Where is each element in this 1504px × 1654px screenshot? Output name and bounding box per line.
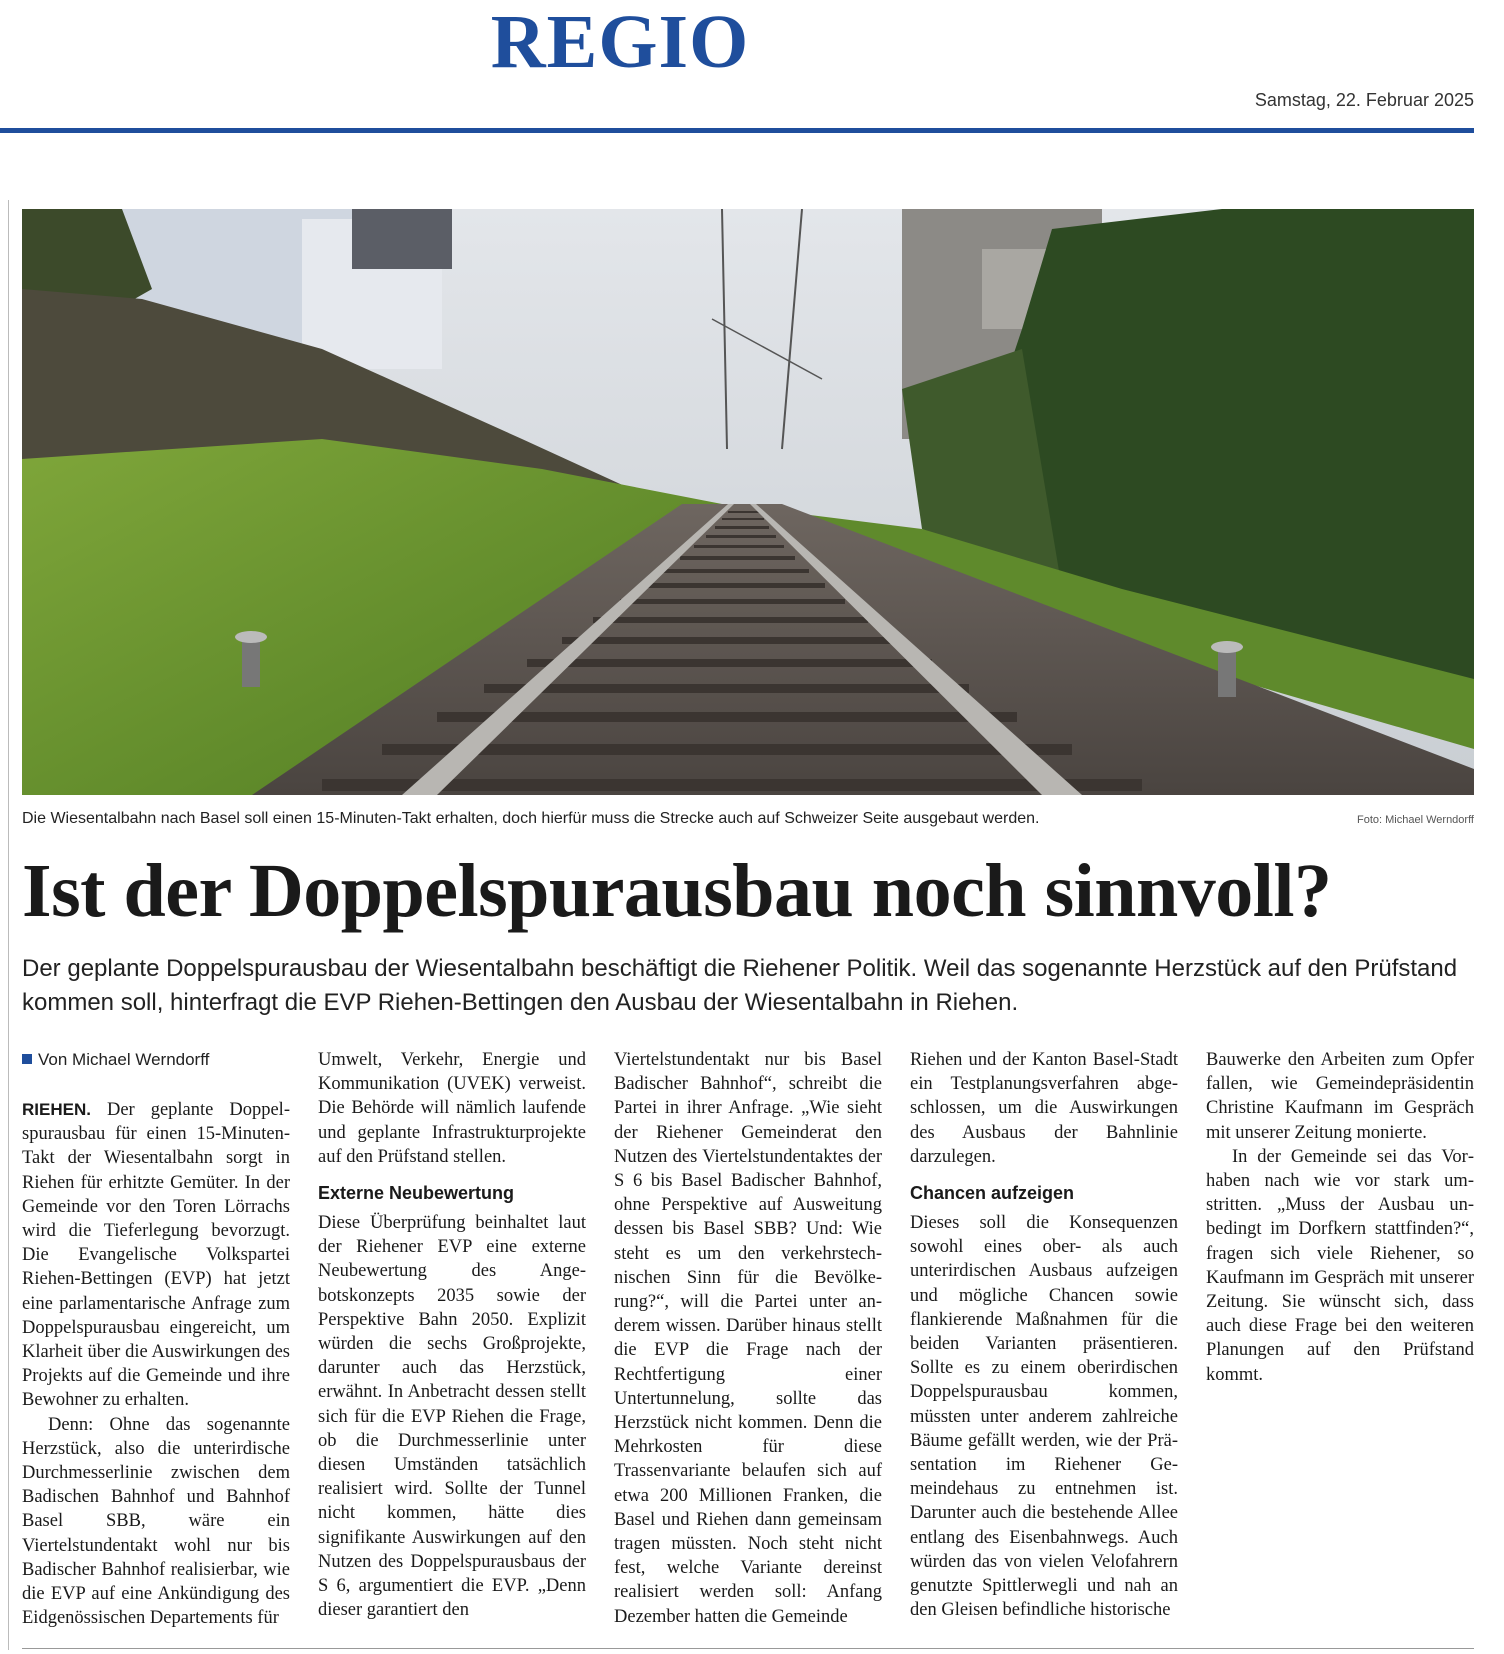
paragraph-5: In der Gemeinde sei das Vorhaben nach wie vor stark umstritten. „Muss der Ausbau unbedingt im Dorfkern stattfinden?“, fragen sich viele Riehener, so Kaufmann im Gespräch mit unserer Zeitung. Sie wünscht sich, dass auch diese Frage bei den weiteren Planungen auf den Prüfstand kommt.: [1206, 1146, 1474, 1385]
byline-author: Von Michael Werndorff: [38, 1050, 210, 1069]
paragraph-4: Dieses soll die Konsequenzen sowohl eines ober- als auch unterirdischen Ausbaus aufzeigen und mögliche Chancen sowie flankierende Maßnahmen für die beiden Varianten präsentieren. Sollte es zu einem oberirdischen Doppelspurausbau kommen, müssten unter anderem zahlreiche Bäume gefällt werden, wie der Präsentation im Riehener Gemeindehaus zu entnehmen ist. Darunter auch die bestehende Allee entlang des Eisenbahnwegs. Auch würden das von vielen Velofahrern genutzte Spittlerwegli und nah an den Gleisen befindliche historische: [910, 1213, 1178, 1621]
paragraph-3-cont: Riehen und der Kanton Basel-Stadt ein Testplanungsverfahren abgeschlossen, um die Auswirkungen des Ausbaus der Bahnlinie darzulegen.: [910, 1050, 1178, 1167]
article-photo: [22, 209, 1474, 795]
section-title: REGIO: [490, 0, 750, 84]
article-lead: Der geplante Doppelspurausbau der Wiesentalbahn beschäftigt die Riehener Politik. Weil das sogenannte Herzstück auf den Prüfstand kommen soll, hinterfragt die EVP Riehen-Bettingen den Ausbau der Wiesentalbahn in Riehen.: [22, 955, 1458, 1016]
paragraph-3: Diese Überprüfung beinhaltet laut der Riehener EVP eine externe Neubewertung des Angebotskonzepts 2035 sowie der Perspektive Bahn 2050. Explizit würden die sechs Großprojekte, darunter auch das Herzstück, erwähnt. In Anbetracht dessen stellt sich für die EVP Riehen die Frage, ob die Durchmesserlinie unter diesen Umständen tatsächlich realisiert wird. Sollte der Tunnel nicht kommen, hätte dies signifikante Auswirkungen auf den Nutzen des Doppelspurausbaus der S 6, argumentiert die EVP. „Denn dieser garantiert den: [318, 1213, 586, 1621]
column-4: [910, 1048, 1178, 1622]
dateline: RIEHEN.: [22, 1100, 91, 1119]
page-margin-line: [8, 200, 9, 1650]
column-5: [1206, 1048, 1474, 1387]
paragraph-3-cont: Viertelstundentakt nur bis Basel Badischer Bahnhof“, schreibt die Partei in ihrer Anfrage. „Wie sieht der Riehener Gemeinderat den Nutzen des Viertelstundentaktes der S 6 bis Basel Badischer Bahnhof, ohne Perspektive auf Ausweitung dessen bis Basel SBB? Und: Wie steht es um den verkehrstechnischen Sinn für die Bevölkerung?“, will die Partei unter anderem wissen. Darüber hinaus stellt die EVP die Frage nach der Rechtfertigung einer Untertunnelung, sollte das Herzstück nicht kommen. Denn die Mehrkosten für diese Trassenvariante belaufen sich auf etwa 200 Millionen Franken, die Basel und Riehen dann gemeinsam tragen müssten. Noch steht nicht fest, welche Variante dereinst realisiert werden soll: Anfang Dezember hatten die Gemeinde: [614, 1050, 882, 1627]
column-3: [614, 1048, 882, 1629]
paragraph-4-cont: Bauwerke den Arbeiten zum Opfer fallen, wie Gemeindepräsidentin Christine Kaufmann im Gespräch mit unserer Zeitung monierte.: [1206, 1050, 1474, 1143]
paragraph-1-text: Der geplante Doppelspurausbau für einen 15-Minuten-Takt der Wiesentalbahn sorgt in Riehen für erhitzte Gemüter. In der Gemeinde vor den Toren Lörrachs wird die Tieferlegung bevorzugt. Die Evangelische Volkspartei Riehen-Bettingen (EVP) hat jetzt eine parlamentarische Anfrage zum Doppelspurausbau eingereicht, um Klarheit über die Auswirkungen des Projekts auf die Gemeinde und ihre Bewohner zu erhalten.: [22, 1100, 290, 1411]
photo-caption: Die Wiesentalbahn nach Basel soll einen 15-Minuten-Takt erhalten, doch hierfür muss die Strecke auch auf Schweizer Seite ausgebaut werden.: [22, 810, 1040, 827]
byline: [22, 1050, 209, 1070]
subheading-extern: Externe Neubewertung: [318, 1183, 515, 1204]
paragraph-2: Denn: Ohne das sogenannte Herzstück, also die unterirdische Durchmesserlinie zwischen dem Badischen Bahnhof und Bahnhof Basel SBB, wäre ein Viertelstundentakt wohl nur bis Badischer Bahnhof realisierbar, wie die EVP auf eine Ankündigung des Eidgenössischen Departements für: [22, 1414, 290, 1629]
subheading-chancen: Chancen aufzeigen: [910, 1183, 1075, 1204]
column-1: [22, 1098, 290, 1630]
byline-marker: [22, 1054, 32, 1064]
masthead-divider: [0, 128, 1474, 133]
issue-date: Samstag, 22. Februar 2025: [1254, 90, 1474, 110]
bottom-divider: [22, 1648, 1474, 1649]
article-headline: Ist der Doppelspurausbau noch sinnvoll?: [22, 849, 1332, 933]
paragraph-1: [22, 1098, 290, 1413]
paragraph-2-cont: Umwelt, Verkehr, Energie und Kommunikation (UVEK) verweist. Die Behörde will nämlich laufende und geplante Infrastrukturprojekte auf den Prüfstand stellen.: [318, 1050, 586, 1167]
column-2: [318, 1048, 586, 1622]
photo-credit: Foto: Michael Werndorff: [1357, 814, 1474, 826]
